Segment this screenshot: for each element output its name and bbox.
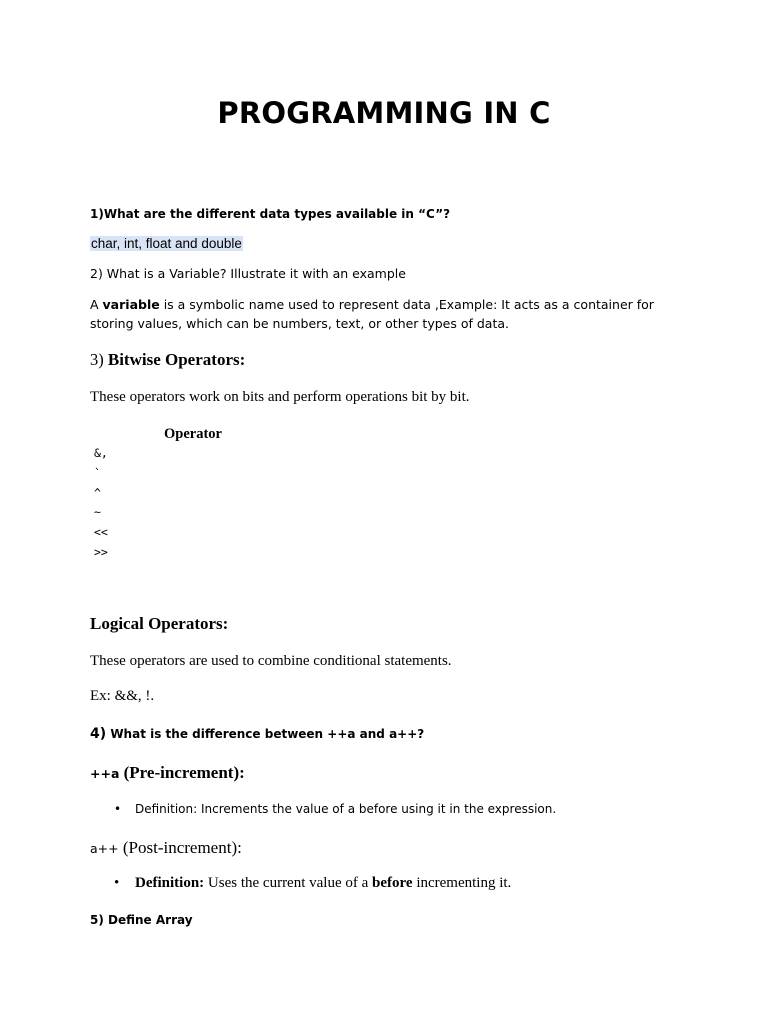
- operator-item: ~: [94, 505, 101, 520]
- operator-item: &,: [94, 446, 108, 460]
- bullet-icon: •: [114, 802, 122, 816]
- pre-increment-definition-text: Definition: Increments the value of a before using it in the expression.: [135, 802, 557, 816]
- post-increment-code: a++: [90, 841, 119, 856]
- post-definition-text-1: Uses the current value of a: [204, 875, 373, 891]
- question-4-number: 4): [90, 726, 107, 742]
- operator-list: [94, 444, 108, 563]
- bitwise-heading: [90, 350, 245, 370]
- pre-increment-label: (Pre-increment):: [119, 763, 245, 782]
- operator-table-header: Operator: [164, 426, 222, 442]
- question-1: 1)What are the different data types available in “C”?: [90, 207, 451, 221]
- post-definition-label: Definition:: [135, 875, 205, 891]
- question-5: 5) Define Array: [90, 913, 193, 927]
- post-increment-label: (Post-increment):: [118, 838, 242, 857]
- logical-heading: Logical Operators:: [90, 614, 229, 633]
- answer-1-highlighted[interactable]: char, int, float and double: [91, 236, 242, 251]
- question-4-text: What is the difference between ++a and a++?: [106, 727, 425, 741]
- pre-increment-code: ++a: [90, 766, 120, 781]
- post-increment-definition: [114, 875, 511, 892]
- post-increment-heading: [90, 838, 242, 858]
- pre-increment-definition: [114, 802, 556, 816]
- operator-item: >>: [94, 544, 108, 559]
- pre-increment-heading: [90, 763, 245, 783]
- post-definition-bold: before: [372, 875, 413, 891]
- answer-2-paragraph: [90, 295, 680, 333]
- answer-2-bold-term: variable: [102, 297, 160, 312]
- answer-2-prefix: A: [90, 297, 103, 312]
- operator-item: <<: [94, 525, 108, 540]
- question-2: 2) What is a Variable? Illustrate it with an example: [90, 266, 406, 281]
- operator-item: `: [94, 465, 101, 480]
- bitwise-description: These operators work on bits and perform operations bit by bit.: [90, 389, 470, 405]
- page-title: PROGRAMMING IN C: [217, 96, 551, 130]
- bitwise-heading-text: Bitwise Operators:: [107, 350, 246, 369]
- question-3-number: 3): [90, 350, 108, 369]
- logical-description: These operators are used to combine conditional statements.: [90, 653, 452, 669]
- bullet-icon: •: [114, 875, 120, 891]
- operator-item: ^: [94, 485, 101, 500]
- question-4: [90, 726, 424, 742]
- logical-example: Ex: &&, !.: [90, 688, 155, 704]
- answer-2-rest: is a symbolic name used to represent data ,Example: It acts as a container for storing values, which can be numbers, text, or other types of data.: [90, 297, 654, 331]
- post-definition-text-2: incrementing it.: [412, 875, 512, 891]
